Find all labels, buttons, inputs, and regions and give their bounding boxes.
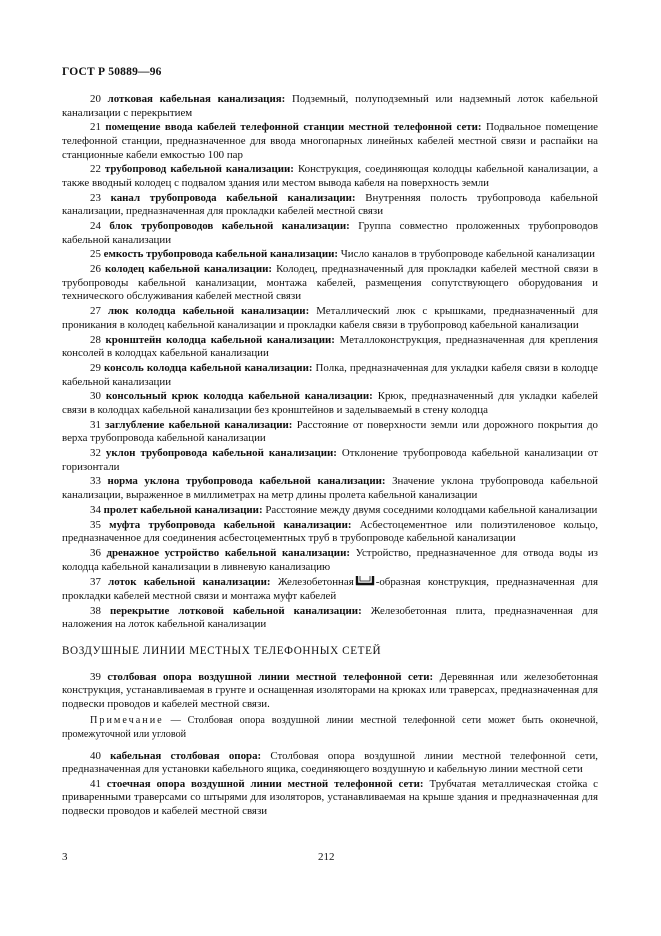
terms-content: [62, 93, 598, 820]
term-name: норма уклона трубопровода кабельной канализации:: [107, 475, 386, 488]
term-definition: Полка, предназначенная для укладки кабеля связи в колодце кабельной канализации: [62, 361, 598, 388]
term-name: заглубление кабельной канализации:: [105, 418, 293, 431]
term-name: трубопровод кабельной канализации:: [104, 163, 294, 176]
term-item-40: 40 кабельная столбовая опора: Столбовая опора воздушной линии местной телефонной сети, предназначенная для установки кабельного ящика, соединяющего воздушную и кабельную линии местной сети: [62, 749, 599, 776]
term-definition: Подвальное помещение телефонной станции, предназначенное для ввода многопарных линейных кабелей местной связи и распайки на станционные кабели емкостью 100 пар: [62, 121, 598, 161]
term-name: блок трубопроводов кабельной канализации:: [109, 220, 350, 233]
term-name: канал трубопровода кабельной канализации:: [110, 191, 356, 204]
term-item-30: 30 консольный крюк колодца кабельной канализации: Крюк, предназначенный для укладки кабелей связи в колодцах кабельной канализации без кронштейнов и заделываемый в стену колодца: [62, 390, 598, 416]
term-definition: Устройство, предназначенное для отвода воды из колодца кабельной канализации в ливневую канализацию: [62, 547, 598, 573]
terms-list: [62, 93, 598, 574]
term-name: стоечная опора воздушной линии местной телефонной сети:: [106, 777, 424, 790]
term-item-41: 41 стоечная опора воздушной линии местной телефонной сети: Трубчатая металлическая стойка с приваренными траверсами со штырями для изоляторов, устанавливаемая на крыше здания и предназначенная для подвески проводов и кабелей местной связи: [62, 777, 599, 818]
term-name: консольный крюк колодца кабельной канализации:: [105, 390, 373, 403]
term-definition: Значение уклона трубопровода кабельной канализации, выраженное в миллиметрах на метр длины пролета кабельной канализации: [62, 475, 598, 502]
term-definition: Подземный, полуподземный или надземный лоток кабельной канализации с перекрытием: [62, 93, 598, 119]
term-name: люк колодца кабельной канализации:: [107, 305, 310, 318]
term-item-36: 36 дренажное устройство кабельной канализации: Устройство, предназначенное для отвода воды из колодца кабельной канализации в ливневую канализацию: [62, 547, 598, 573]
term-item-28: 28 кронштейн колодца кабельной канализации: Металлоконструкция, предназначенная для крепления консолей в колодцах кабельной канализации: [62, 333, 598, 360]
term-item-32: 32 уклон трубопровода кабельной канализации: Отклонение трубопровода кабельной канализации от горизонтали: [62, 447, 598, 473]
page-number: 212: [318, 851, 335, 863]
term-item-33: 33 норма уклона трубопровода кабельной канализации: Значение уклона трубопровода кабельной канализации, выраженное в миллиметрах на метр длины пролета кабельной канализации: [62, 475, 598, 502]
term-item-24: 24 блок трубопроводов кабельной канализации: Группа совместно проложенных трубопроводов кабельной канализации: [62, 220, 598, 246]
term-item-34: 34 пролет кабельной канализации: Расстояние между двумя соседними колодцами кабельной канализации: [90, 503, 598, 516]
term-name: помещение ввода кабелей телефонной станции местной телефонной сети:: [105, 121, 482, 134]
term-name: уклон трубопровода кабельной канализации:: [105, 447, 337, 460]
term-item-22: 22 трубопровод кабельной канализации: Конструкция, соединяющая колодцы кабельной канализации, а также вводный колодец с подвалом здания или местом вывода кабеля на поверхность земли: [62, 163, 598, 189]
term-definition: Расстояние от поверхности земли или дорожного покрытия до верха трубопровода кабельной канализации: [62, 418, 598, 445]
term-item-26: 26 колодец кабельной канализации: Колодец, предназначенный для прокладки кабелей местной связи в трубопроводы кабельной канализации, монтажа кабелей, размещения сопутствующего оборудования и технического обслуживания кабелей местной связи: [62, 263, 598, 303]
section-title: ВОЗДУШНЫЕ ЛИНИИ МЕСТНЫХ ТЕЛЕФОННЫХ СЕТЕЙ: [62, 644, 382, 657]
term-name: столбовая опора воздушной линии местной телефонной сети:: [107, 670, 434, 683]
term-definition: Конструкция, соединяющая колодцы кабельной канализации, а также вводный колодец с подвалом здания или местом вывода кабеля на поверхность земли: [62, 163, 598, 189]
term-name: колодец кабельной канализации:: [104, 263, 273, 276]
term-item-37: 37 лоток кабельной канализации: Железобетонная -образная конструкция, предназначенная для прокладки кабелей местной связи и монтажа муфт кабелей: [62, 576, 598, 602]
term-item-39: 39 столбовая опора воздушной линии местной телефонной сети: Деревянная или железобетонная конструкция, устанавливаемая в грунте и оснащенная изоляторами на крюках или траверсах, предназначенная для подвески проводов и кабелей местной связи.: [62, 670, 598, 710]
term-definition: Число каналов в трубопроводе кабельной канализации: [340, 248, 595, 261]
term-item-27: 27 люк колодца кабельной канализации: Металлический люк с крышками, предназначенный для проникания в колодец кабельной канализации и прокладки кабеля связи в трубопровод кабельной канализации: [62, 305, 598, 331]
term-name: дренажное устройство кабельной канализации:: [106, 547, 350, 559]
term-name: перекрытие лотковой кабельной канализации:: [109, 604, 362, 617]
term-item-29: 29 консоль колодца кабельной канализации: Полка, предназначенная для укладки кабеля связи в колодце кабельной канализации: [62, 361, 598, 388]
term-item-35: 35 муфта трубопровода кабельной канализации: Асбестоцементное или полиэтиленовое кольцо, предназначенное для соединения асбестоцементных труб в трубопроводе кабельной канализации: [62, 518, 598, 545]
term-item-31: 31 заглубление кабельной канализации: Расстояние от поверхности земли или дорожного покрытия до верха трубопровода кабельной канализации: [62, 418, 598, 445]
term-item-21: 21 помещение ввода кабелей телефонной станции местной телефонной сети: Подвальное помещение телефонной станции, предназначенное для ввода многопарных линейных кабелей местной связи и распайки на станционные кабели емкостью 100 пар: [62, 121, 598, 161]
term-item-20: 20 лотковая кабельная канализация: Подземный, полуподземный или надземный лоток кабельной канализации с перекрытием: [62, 93, 598, 119]
footer-left-number: 3: [62, 851, 68, 863]
term-name: лоток кабельной канализации:: [108, 576, 271, 589]
term-name: лотковая кабельная канализация:: [107, 93, 286, 105]
term-item-25: 25 емкость трубопровода кабельной канализации: Число каналов в трубопроводе кабельной канализации: [90, 248, 595, 261]
term-item-23: 23 канал трубопровода кабельной канализации: Внутренняя полость трубопровода кабельной канализации, предназначенная для прокладки кабелей местной связи: [62, 191, 598, 218]
note-text: — Столбовая опора воздушной линии местной телефонной сети может быть оконечной, промежуточной или угловой: [62, 715, 598, 740]
term-definition: Металлический люк с крышками, предназначенный для проникания в колодец кабельной канализации и прокладки кабеля связи в трубопровод кабельной канализации: [62, 305, 598, 331]
note: [62, 714, 598, 741]
term-name: муфта трубопровода кабельной канализации:: [109, 518, 352, 531]
term-definition: Расстояние между двумя соседними колодцами кабельной канализации: [265, 503, 598, 516]
note-label: Примечание: [90, 715, 164, 727]
term-definition: Внутренняя полость трубопровода кабельной канализации, предназначенная для прокладки кабелей местной связи: [62, 191, 598, 218]
term-definition: Группа совместно проложенных трубопроводов кабельной канализации: [62, 220, 598, 246]
term-name: кронштейн колодца кабельной канализации:: [105, 333, 335, 346]
term-name: консоль колодца кабельной канализации:: [103, 361, 313, 374]
term-definition: Асбестоцементное или полиэтиленовое кольцо, предназначенное для соединения асбестоцементных труб в трубопроводе кабельной канализации: [62, 518, 598, 545]
u-channel-icon: [355, 575, 375, 587]
term-name: кабельная столбовая опора:: [110, 749, 262, 762]
term-definition: Колодец, предназначенный для прокладки кабелей местной связи в трубопроводы кабельной канализации, монтажа кабелей, размещения сопутствующего оборудования и технического обслуживания кабелей местной связи: [62, 263, 598, 303]
term-definition: Металлоконструкция, предназначенная для крепления консолей в колодцах кабельной канализации: [62, 333, 598, 360]
term-definition: Отклонение трубопровода кабельной канализации от горизонтали: [62, 447, 598, 473]
term-name: емкость трубопровода кабельной канализации:: [103, 248, 338, 261]
term-name: пролет кабельной канализации:: [103, 503, 263, 516]
term-definition: Крюк, предназначенный для укладки кабелей связи в колодцах кабельной канализации без кронштейнов и заделываемый в стену колодца: [62, 390, 598, 416]
term-item-38: 38 перекрытие лотковой кабельной канализации: Железобетонная плита, предназначенная для наложения на лоток кабельной канализации: [62, 604, 598, 631]
standard-header: ГОСТ Р 50889—96: [62, 66, 162, 78]
